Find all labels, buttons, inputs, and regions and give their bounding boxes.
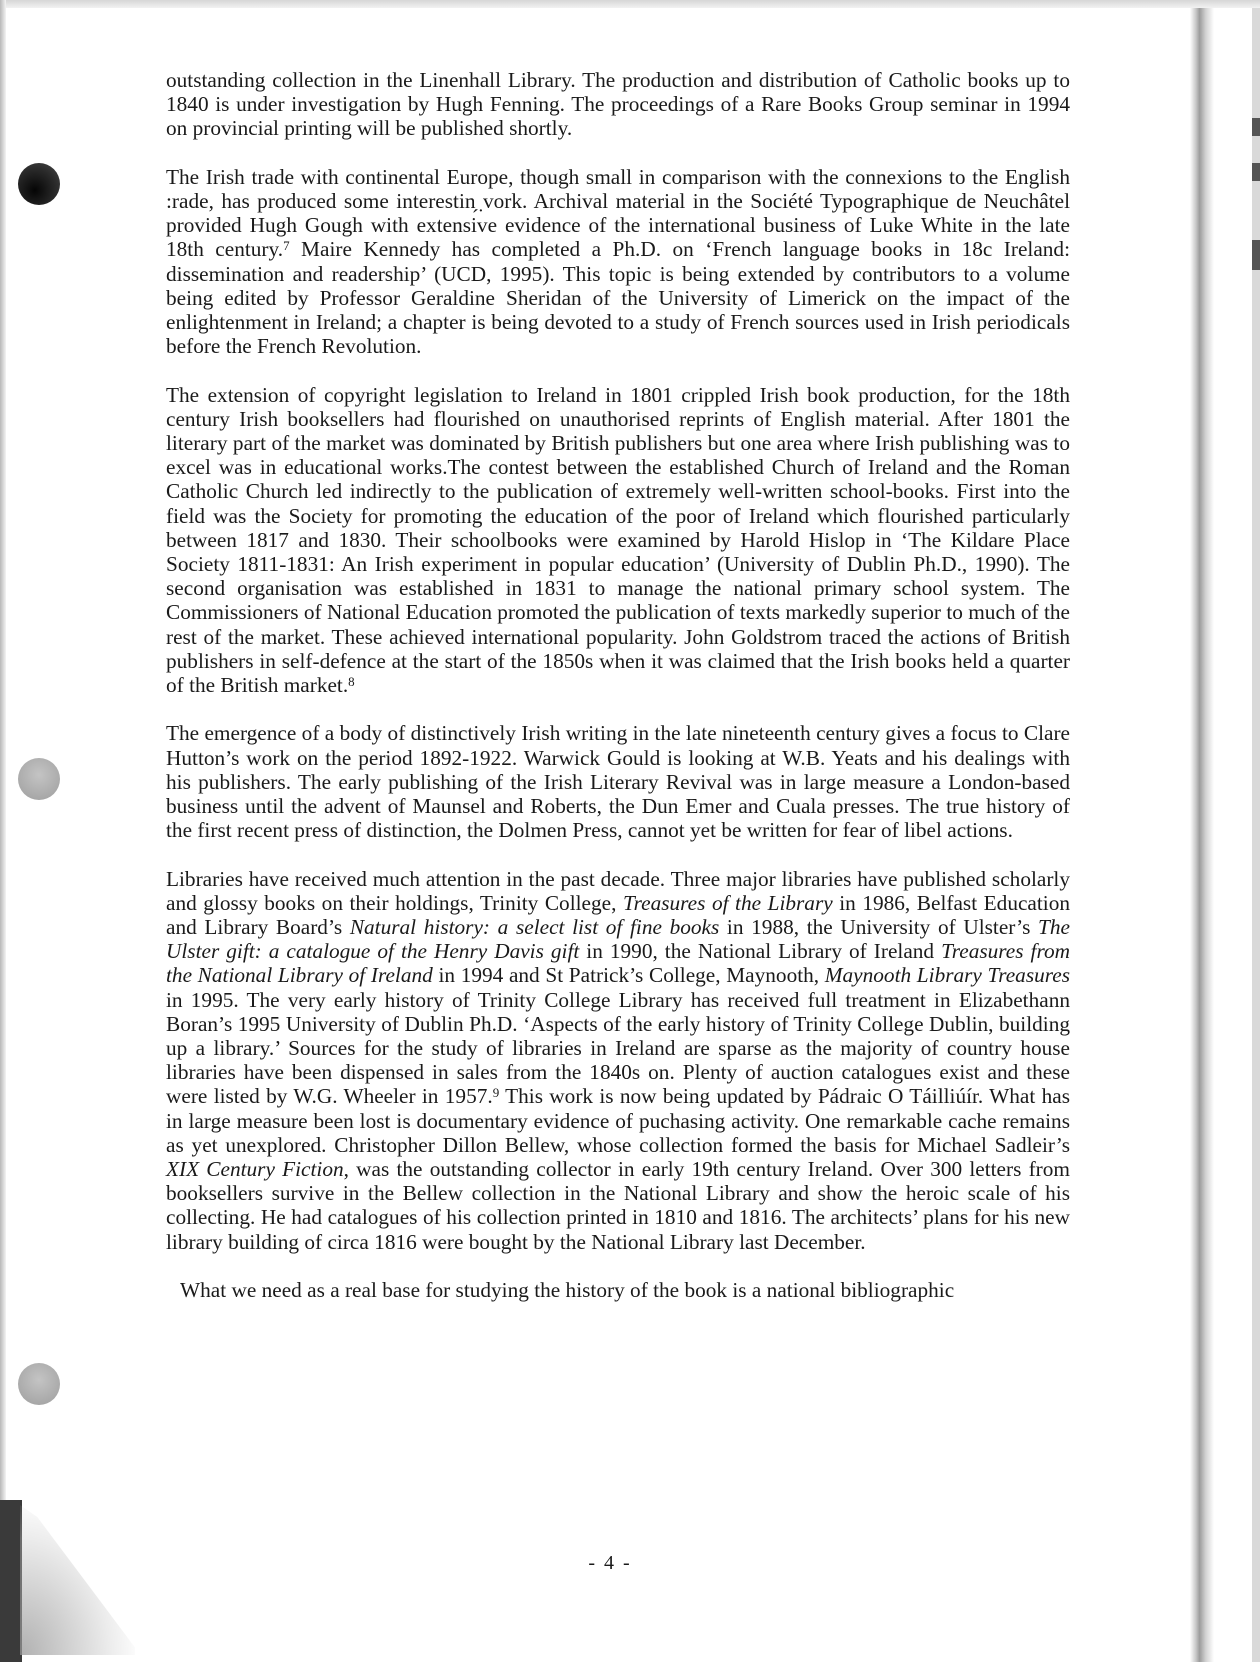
text-run: This work is now being updated by Pádraic O Táilliúír. What has in large measure been lost is documentary evidence of puchasing activity. One remarkable cache remains as yet unexplored. Christopher Dillon Bellew, whose collection formed the basis for Michael Sadleir’s: [166, 1084, 1070, 1157]
text-run: What we need as a real base for studying the history of the book is a national bibliographic: [180, 1278, 955, 1303]
paragraph-p3: [166, 383, 1070, 698]
edge-mark: [1252, 118, 1260, 136]
paragraph-p6: [180, 1278, 1072, 1302]
edge-mark: [1252, 163, 1260, 181]
text-run: The Irish trade with continental Europe, though small in comparison with the connexions to the English :rade, has produced some interestin̗ ̣vork. Archival material in the Société Typographique de Neuchâtel provided Hugh Gough with extensive evidence of the international business of Luke White in the late 18th century.: [166, 164, 1070, 262]
punch-hole-icon: [18, 163, 60, 205]
scan-left-edge: [0, 0, 6, 1662]
text-run: The emergence of a body of distinctively Irish writing in the late nineteenth century gives a focus to Clare Hutton’s work on the period 1892-1922. Warwick Gould is looking at W.B. Yeats and his dealings with his publishers. The early publishing of the Irish Literary Revival was in large measure a London-based business until the advent of Maunsel and Roberts, the Dun Emer and Cuala presses. The true history of the first recent press of distinction, the Dolmen Press, cannot yet be written for fear of libel actions.: [166, 721, 1070, 843]
text-run: in 1994 and St Patrick’s College, Maynooth,: [432, 963, 825, 988]
italic-title: Maynooth Library Treasures: [824, 963, 1070, 988]
paragraph-p1: [166, 68, 1070, 141]
text-run: , was the outstanding collector in early 19th century Ireland. Over 300 letters from booksellers survive in the Bellew collection in the National Library and show the heroic scale of his collecting. He had catalogues of his collection printed in 1810 and 1816. The architects’ plans for his new library building of circa 1816 were bought by the National Library last December.: [166, 1157, 1070, 1254]
page-corner-shadow: [20, 1505, 135, 1655]
scan-bottom-left-edge: [0, 1500, 22, 1662]
italic-title: Treasures of the Library: [622, 890, 833, 915]
italic-title: XIX Century Fiction: [166, 1157, 344, 1182]
text-run: Libraries have received much attention in the past decade. Three major libraries have published scholarly and glossy books on their holdings, Trinity College,: [166, 866, 1070, 915]
paragraph-p5: [166, 867, 1070, 1254]
italic-title: Natural history: a select list of fine books: [349, 915, 720, 940]
punch-hole-icon: [18, 1363, 60, 1405]
text-run: in 1988, the University of Ulster’s: [719, 915, 1039, 940]
italic-title: Treasures from the National Library of Ireland: [166, 939, 1070, 988]
italic-title: The Ulster gift: a catalogue of the Henry Davis gift: [166, 915, 1070, 964]
edge-mark: [1252, 240, 1260, 270]
paragraph-p2: [166, 165, 1070, 359]
footnote-marker: 8: [348, 674, 355, 690]
text-run: Maire Kennedy has completed a Ph.D. on ‘French language books in 18c Ireland: dissemination and readership’ (UCD, 1995). This topic is being extended by contributors to a volume being edited by Professor Geraldine Sheridan of the University of Limerick on the impact of the enlightenment in Ireland; a chapter is being devoted to a study of French sources used in Irish periodicals before the French Revolution.: [166, 237, 1070, 359]
text-run: in 1995. The very early history of Trinity College Library has received full treatment in Elizabethann Boran’s 1995 University of Dublin Ph.D. ‘Aspects of the early history of Trinity College Dublin, building up a library.’ Sources for the study of libraries in Ireland are sparse as the majority of country house libraries have been dispensed in sales from the 1840s on. Plenty of auction catalogues exist and these were listed by W.G. Wheeler in 1957.: [166, 987, 1070, 1109]
scan-top-edge: [0, 0, 1260, 8]
text-run: outstanding collection in the Linenhall Library. The production and distribution of Catholic books up to 1840 is under investigation by Hugh Fenning. The proceedings of a Rare Books Group seminar in 1994 on provincial printing will be published shortly.: [166, 68, 1070, 141]
document-body: [166, 68, 1070, 1326]
paragraph-p4: [166, 721, 1070, 842]
footnote-marker: 7: [283, 238, 290, 254]
page-number: - 4 -: [588, 1552, 632, 1574]
text-run: The extension of copyright legislation to Ireland in 1801 crippled Irish book production, for the 18th century Irish booksellers had flourished on unauthorised reprints of English material. After 1801 the literary part of the market was dominated by British publishers but one area where Irish publishing was to excel was in educational works.The contest between the established Church of Ireland and the Roman Catholic Church led indirectly to the publication of extremely well-written school-books. First into the field was the Society for promoting the education of the poor of Ireland which flourished particularly between 1817 and 1830. Their schoolbooks were examined by Harold Hislop in ‘The Kildare Place Society 1811-1831: An Irish experiment in popular education’ (University of Dublin Ph.D., 1990). The second organisation was established in 1831 to manage the national primary school system. The Commissioners of National Education promoted the publication of texts markedly superior to much of the rest of the market. These achieved international popularity. John Goldstrom traced the actions of British publishers in self-defence at the start of the 1850s when it was claimed that the Irish books held a quarter of the British market.: [166, 382, 1070, 698]
scan-right-edge: [1252, 8, 1260, 1662]
text-run: in 1990, the National Library of Ireland: [579, 939, 942, 964]
text-run: in 1986, Belfast Education and Library Board’s: [166, 890, 1070, 940]
punch-hole-icon: [18, 758, 60, 800]
page-fold-shadow: [1190, 8, 1214, 1662]
footnote-marker: 9: [492, 1085, 500, 1101]
